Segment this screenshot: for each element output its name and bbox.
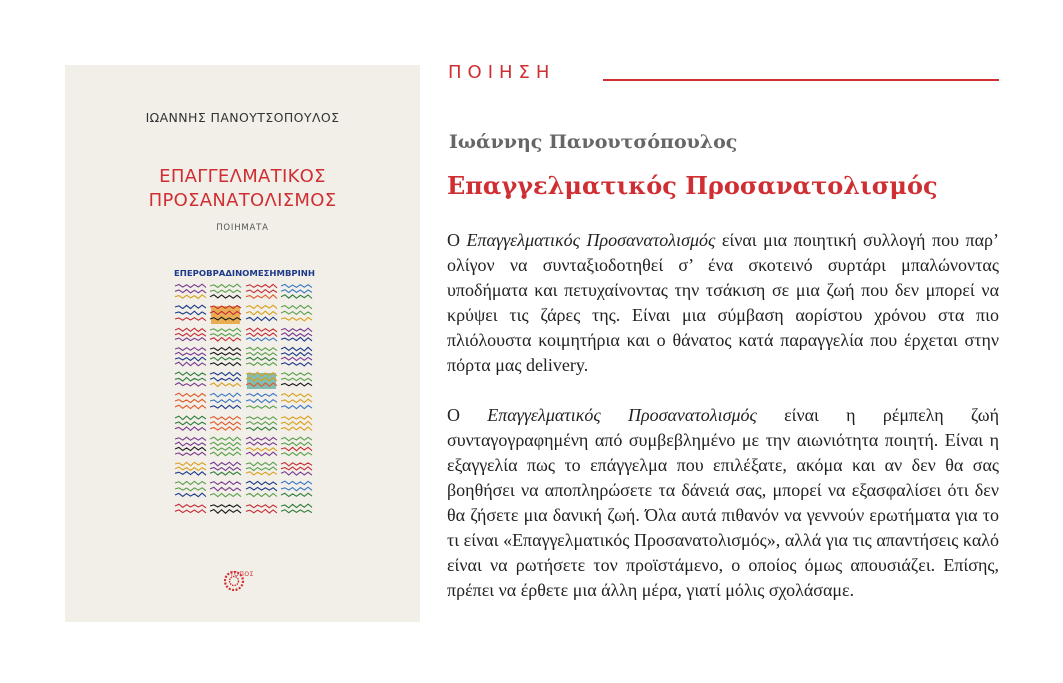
section-label: ΠΟΙΗΣΗ bbox=[448, 62, 556, 83]
artwork-block bbox=[246, 284, 277, 298]
artwork-block bbox=[175, 284, 206, 298]
artwork-block bbox=[175, 416, 206, 430]
artwork-block bbox=[246, 347, 277, 365]
artwork-block bbox=[210, 481, 241, 497]
cover-art-heading: ΕΠΕΡΟΒΡΑΔΙΝΟΜΕΣΗΜΒΡΙΝΗ bbox=[174, 268, 315, 278]
artwork-block bbox=[175, 437, 206, 455]
book-cover bbox=[65, 65, 420, 622]
artwork-block bbox=[246, 462, 277, 475]
artwork-block bbox=[246, 417, 277, 431]
artwork-block bbox=[175, 462, 206, 475]
artwork-block bbox=[175, 348, 206, 366]
artwork-block bbox=[281, 504, 312, 514]
artwork-block bbox=[210, 393, 241, 409]
artwork-block bbox=[175, 393, 206, 409]
artwork-block bbox=[281, 481, 312, 496]
description-title-1: Επαγγελματικός Προσανατολισμός bbox=[466, 230, 716, 250]
artwork-block bbox=[246, 328, 277, 341]
cover-title-line2: ΠΡΟΣΑΝΑΤΟΛΙΣΜΟΣ bbox=[148, 190, 337, 211]
artwork-block bbox=[281, 328, 312, 341]
artwork-block bbox=[175, 481, 206, 496]
artwork-block bbox=[210, 328, 241, 341]
artwork-block bbox=[175, 305, 206, 321]
cover-author: ΙΩΑΝΝΗΣ ΠΑΝΟΥΤΣΟΠΟΥΛΟΣ bbox=[145, 110, 340, 125]
artwork-block bbox=[246, 305, 277, 321]
artwork-block bbox=[281, 305, 312, 321]
artwork-block bbox=[246, 481, 277, 497]
cover-title bbox=[65, 165, 420, 213]
artwork-block bbox=[281, 393, 312, 409]
artwork-block bbox=[210, 462, 241, 475]
artwork-block bbox=[210, 347, 241, 366]
artwork-block bbox=[281, 416, 312, 430]
cover-artwork bbox=[174, 267, 315, 514]
artwork-block bbox=[281, 347, 312, 366]
artwork-block bbox=[281, 437, 312, 455]
description-text-1: είναι μια ποιητική συλλογή που παρ’ ολίγον να συνταξιοδοτηθεί σ’ ένα σκοτεινό συρτάρι μπαλώνοντας υποδήματα και πετυχαίνοντας την τσάκιση σε μια ζωή που δεν μπορεί να κρύψει τις ζάρες της. Είναι μια σύμβαση αορίστου χρόνου στα πιο πλιόλουστα κοιμητήρια και ο θάνατος κατά παραγγελία που έρχεται στην πόρτα μας delivery. bbox=[447, 230, 1000, 375]
description-text-2: είναι η ρέμπελη ζωή συνταγογραφημένη από συμβεβλημένο με την αιωνιότητα ποιητή. Είναι η εξαγγελία πως το επάγγελμα που επιλέξατε, ακόμα και αν δεν θα σας βοηθήσει να αποπληρώσετε τα δάνειά σας, μπορεί να εξασφαλίσει ότι δεν θα ζήσετε μια δανική ζωή. Όλα αυτά πιθανόν να γεννούν ερωτήματα για το τι είναι «Επαγγελματικός Προσανατολισμός», αλλά για τις απαντήσεις καλό είναι να ρωτήσετε τον προϊστάμενο, ο οποίος όμως απουσιάζει. Επίσης, πρέπει να έρθετε μια άλλη μέρα, γιατί μόλις σχολάσαμε. bbox=[447, 405, 999, 600]
artwork-block bbox=[246, 437, 277, 456]
artwork-block bbox=[175, 328, 206, 341]
artwork-block bbox=[281, 463, 312, 476]
artwork-block bbox=[281, 373, 312, 386]
book-description bbox=[447, 228, 999, 628]
artwork-block bbox=[210, 306, 241, 324]
cover-title-line1: ΕΠΑΓΓΕΛΜΑΤΙΚΟΣ bbox=[159, 166, 326, 187]
book-title: Επαγγελματικός Προσανατολισμός bbox=[447, 171, 938, 200]
description-title-2: Επαγγελματικός Προσανατολισμός bbox=[487, 405, 757, 425]
artwork-block bbox=[210, 372, 241, 386]
artwork-block bbox=[281, 284, 312, 298]
artwork-block bbox=[175, 372, 206, 386]
article-2: Ο bbox=[447, 405, 460, 425]
artwork-block bbox=[246, 372, 277, 389]
book-author: Ιωάννης Πανουτσόπουλος bbox=[449, 131, 738, 153]
artwork-block bbox=[246, 393, 277, 408]
description-paragraph-1 bbox=[447, 228, 999, 378]
artwork-block bbox=[210, 505, 241, 514]
publisher-name: ΤΟΠΟΣ bbox=[230, 571, 254, 578]
artwork-block bbox=[246, 505, 277, 514]
artwork-block bbox=[210, 437, 241, 456]
section-divider bbox=[603, 79, 999, 81]
description-paragraph-2 bbox=[447, 403, 999, 603]
artwork-block bbox=[175, 504, 206, 514]
artwork-block bbox=[210, 417, 241, 431]
cover-subtitle: ΠΟΙΗΜΑΤΑ bbox=[216, 223, 269, 233]
artwork-block bbox=[210, 284, 241, 298]
article-1: Ο bbox=[447, 230, 460, 250]
